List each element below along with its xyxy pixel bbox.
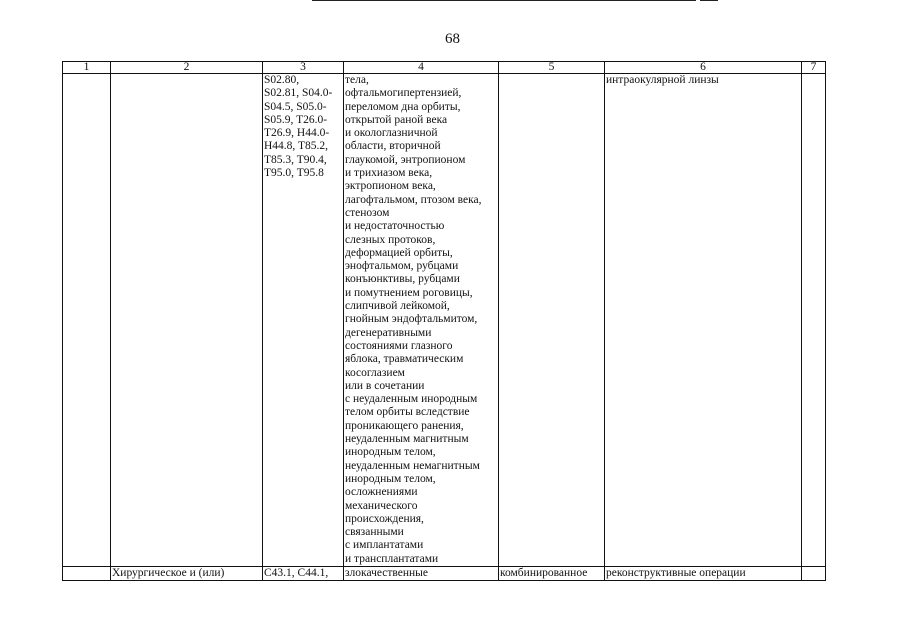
cell-7 xyxy=(802,74,826,567)
column-header-5: 5 xyxy=(499,62,605,74)
disease-description-cell: злокачественные xyxy=(344,566,499,580)
page-number: 68 xyxy=(445,31,460,47)
cell-2 xyxy=(111,74,263,567)
cell-1 xyxy=(63,74,111,567)
cell-1 xyxy=(63,566,111,580)
treatment-method-cell: интраокулярной линзы xyxy=(605,74,802,567)
diagnosis-codes-cell: S02.80, S02.81, S04.0- S04.5, S05.0- S05.9, T26.0- T26.9, H44.0- H44.8, T85.2, T85.3, T90.4, T95.0, T95.8 xyxy=(263,74,344,567)
table-row xyxy=(63,74,826,567)
table-row xyxy=(63,566,826,580)
treatment-type-cell: комбинированное xyxy=(499,566,605,580)
column-header-1: 1 xyxy=(63,62,111,74)
column-number-row xyxy=(63,62,826,74)
column-header-3: 3 xyxy=(263,62,344,74)
treatment-type-cell xyxy=(499,74,605,567)
treatment-method-cell: реконструктивные операции xyxy=(605,566,802,580)
column-header-6: 6 xyxy=(605,62,802,74)
disease-description-cell: тела, офтальмогипертензией, переломом дна орбиты, открытой раной века и окологлазничной области, вторичной глаукомой, энтропионом и трихиазом века, эктропионом века, лагофтальмом, птозом века, стенозом и недостаточностью слезных протоков, деформацией орбиты, энофтальмом, рубцами конъюнктивы, рубцами и помутнением роговицы, слипчивой лейкомой, гнойным эндофтальмитом, дегенеративными состояниями глазного яблока, травматическим косоглазием или в сочетании с неудаленным инородным телом орбиты вследствие проникающего ранения, неудаленным магнитным инородным телом, неудаленным немагнитным инородным телом, осложнениями механического происхождения, связанными с имплантатами и трансплантатами xyxy=(344,74,499,567)
column-header-7: 7 xyxy=(802,62,826,74)
diagnosis-codes-cell: C43.1, C44.1, xyxy=(263,566,344,580)
document-table xyxy=(62,61,826,581)
column-header-4: 4 xyxy=(344,62,499,74)
top-rule-right xyxy=(700,0,718,1)
cell-7 xyxy=(802,566,826,580)
care-profile-cell: Хирургическое и (или) xyxy=(111,566,263,580)
column-header-2: 2 xyxy=(111,62,263,74)
top-rule-left xyxy=(312,0,696,1)
